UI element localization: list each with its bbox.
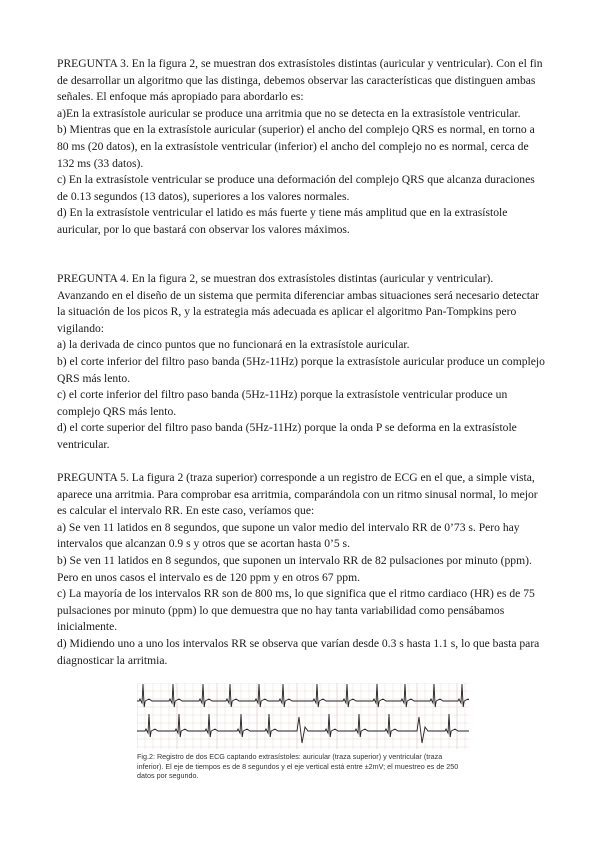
question-5-option-d: d) Midiendo uno a uno los intervalos RR se observa que varían desde 0.3 s hasta 1.1 s, lo que basta para diagnosticar la arritmia.	[57, 636, 540, 667]
question-3-option-a: a)En la extrasístole auricular se produce una arritmia que no se detecta en la extrasístole ventricular.	[57, 106, 521, 120]
question-5	[57, 470, 545, 669]
question-5-option-a: a) Se ven 11 latidos en 8 segundos, que supone un valor medio del intervalo RR de 0’73 s. Pero hay intervalos que alcanzan 0.9 s y otros que se acortan hasta 0’5 s.	[57, 520, 520, 551]
question-4-statement: PREGUNTA 4. En la figura 2, se muestran dos extrasístoles distintas (auricular y ventricular). Avanzando en el diseño de un sistema que permita diferenciar ambas situaciones será necesario detectar la situación de los picos R, y la estrategia más adecuada es aplicar el algoritmo Pan-Tompkins pero vigilando:	[57, 272, 540, 335]
ecg-trace-atrial	[137, 684, 469, 707]
question-5-option-b: b) Se ven 11 latidos en 8 segundos, que suponen un intervalo RR de 82 pulsaciones por minuto (ppm). Pero en unos casos el intervalo es de 120 ppm y en otros 67 ppm.	[57, 553, 532, 584]
question-4-option-c: c) el corte inferior del filtro paso banda (5Hz-11Hz) porque la extrasístole ventricular produce un complejo QRS más lento.	[57, 388, 508, 418]
question-4-option-a: a) la derivada de cinco puntos que no funcionará en la extrasístole auricular.	[57, 338, 410, 352]
question-3-option-c: c) En la extrasístole ventricular se produce una deformación del complejo QRS que alcanza duraciones de 0.13 segundos (13 datos), superiores a los valores normales.	[57, 173, 535, 203]
question-5-option-c: c) La mayoría de los intervalos RR son de 800 ms, lo que significa que el ritmo cardiaco (HR) es de 75 pulsaciones por minuto (ppm) lo que demuestra que no hay tanta variabilidad como pensábamos inicialmente.	[57, 587, 535, 634]
ecg-traces	[137, 683, 469, 749]
question-3-option-d: d) En la extrasístole ventricular el latido es más fuerte y tiene más amplitud que en la extrasístole auricular, por lo que bastará con observar los valores máximos.	[57, 206, 508, 236]
question-4-option-d: d) el corte superior del filtro paso banda (5Hz-11Hz) porque la onda P se deforma en la extrasístole ventricular.	[57, 421, 517, 451]
question-4-option-b: b) el corte inferior del filtro paso banda (5Hz-11Hz) porque la extrasístole auricular produce un complejo QRS más lento.	[57, 354, 545, 385]
question-3	[57, 56, 545, 239]
figure-caption: Fig.2: Registro de dos ECG captando extrasístoles: auricular (traza superior) y ventricular (traza inferior). El eje de tiempos es de 8 segundos y el eje vertical está entre ±2mV; el muestreo es de 250 datos por segundo.	[137, 752, 459, 781]
ecg-trace-ventricular	[137, 714, 469, 743]
question-5-statement: PREGUNTA 5. La figura 2 (traza superior) corresponde a un registro de ECG en el que, a simple vista, aparece una arritmia. Para comprobar esa arritmia, comparándola con un ritmo sinusal normal, lo mejor es calcular el intervalo RR. En este caso, veríamos que:	[57, 471, 538, 518]
question-4	[57, 271, 545, 454]
question-3-statement: PREGUNTA 3. En la figura 2, se muestran dos extrasístoles distintas (auricular y ventricular). Con el fin de desarrollar un algoritmo que las distinga, debemos observar las características que distinguen ambas señales. El enfoque más apropiado para abordarlo es:	[57, 57, 543, 104]
question-3-option-b: b) Mientras que en la extrasístole auricular (superior) el ancho del complejo QRS es normal, en torno a 80 ms (20 datos), en la extrasístole ventricular (inferior) el ancho del complejo no es normal, cerca de 132 ms (33 datos).	[57, 123, 535, 170]
